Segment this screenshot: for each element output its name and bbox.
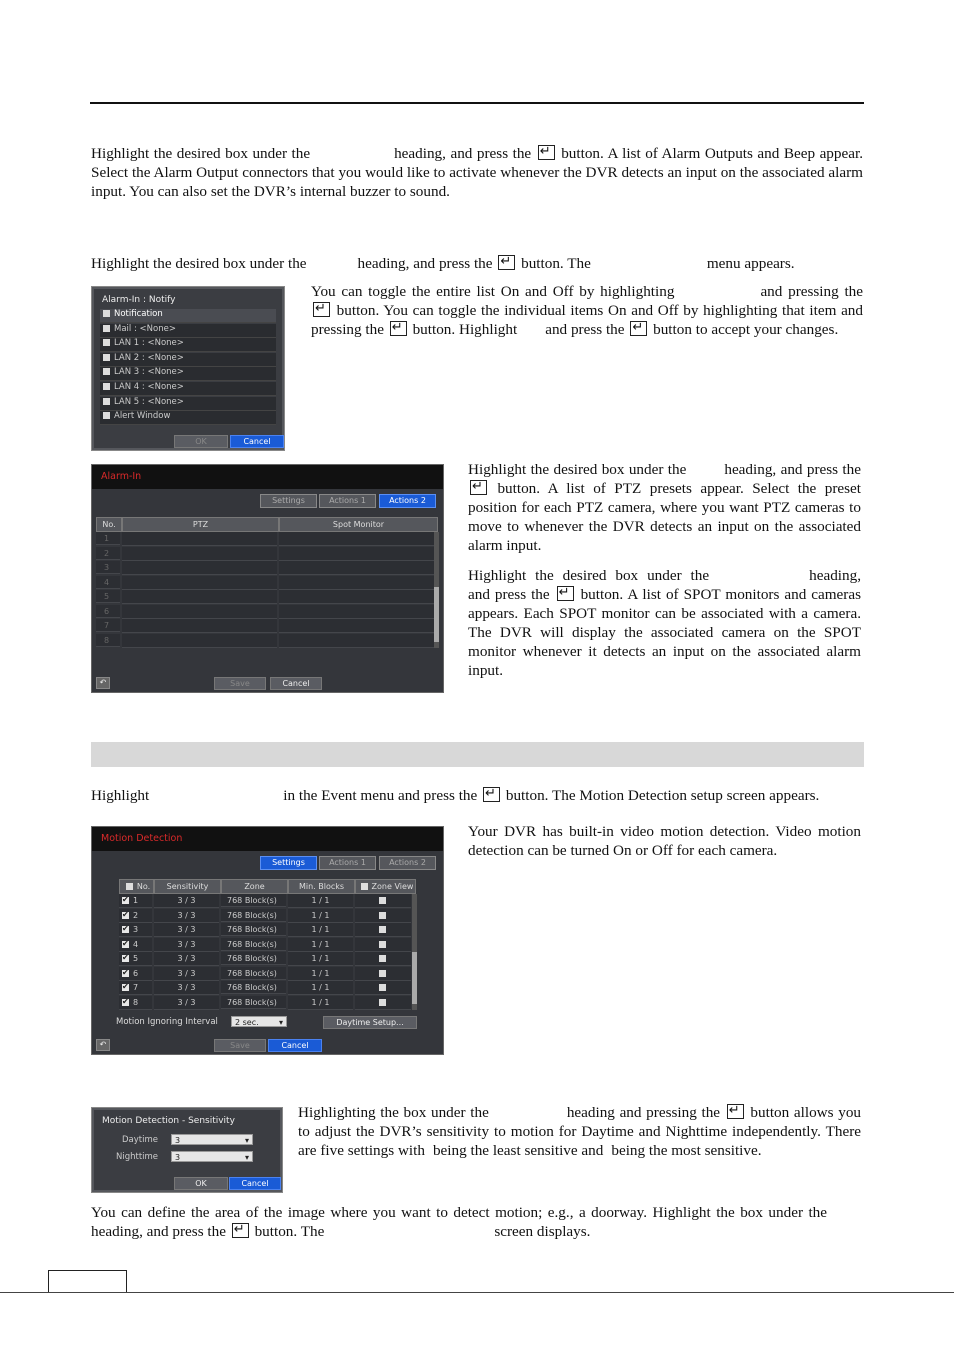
zone-view-cell[interactable] [355,909,411,923]
list-item-lan1[interactable]: LAN 1 : <None> [100,338,276,352]
ok-button[interactable]: OK [174,1177,228,1190]
daytime-label: Daytime [122,1135,158,1145]
checkbox-icon [379,941,386,948]
checkbox-icon [379,912,386,919]
sensitivity-cell[interactable]: 3 / 3 [154,894,219,908]
spot-monitor-cell[interactable] [279,605,434,619]
min-blocks-cell[interactable]: 1 / 1 [288,923,353,937]
row-number-label: 8 [133,997,139,1007]
row-number-label: 4 [133,939,139,949]
motion-row-number[interactable] [119,923,152,937]
checkbox-icon [103,412,110,419]
checkbox-icon [379,926,386,933]
ptz-cell[interactable] [122,634,277,648]
alarm-row-number: 5 [96,590,120,603]
paragraph-motion-intro: Your DVR has built-in video motion detection. Video motion detection can be turned On or Off for each camera. [468,823,861,859]
save-button[interactable]: Save [214,677,266,690]
alarm-row-number: 3 [96,561,120,574]
paragraph-spot-monitor: Highlight the desired box under the heading, and press the ↵ button. A list of SPOT monitors and cameras appears. Each SPOT monitor can be associated with a camera. The DVR will display the associated camera on the SPOT monitor whenever it detects an input on the associated alarm input. [468,566,861,680]
nighttime-label: Nighttime [116,1152,159,1162]
enter-key-icon [232,1223,249,1238]
sensitivity-cell[interactable]: 3 / 3 [154,909,219,923]
zone-cell[interactable]: 768 Block(s) [221,952,286,965]
row-number-label: 6 [133,968,139,978]
cancel-button[interactable]: Cancel [270,677,322,690]
checkbox-icon [122,984,129,991]
enter-key-icon [498,255,515,270]
zone-cell[interactable]: 768 Block(s) [221,967,286,980]
paragraph-notify: Highlight the desired box under the heading, and press the ↵ button. The menu appears. [91,254,863,273]
screen-header [92,465,443,489]
motion-ignoring-interval-label: Motion Ignoring Interval [116,1017,218,1027]
motion-detection-screen [91,826,444,1055]
daytime-setup-button[interactable]: Daytime Setup... [323,1016,417,1029]
alarm-row-number: 2 [96,547,120,560]
cancel-button[interactable]: Cancel [268,1039,322,1052]
sensitivity-cell[interactable]: 3 / 3 [154,952,219,966]
checkbox-icon [361,883,368,890]
column-header-no: No. [96,517,122,532]
motion-row-number[interactable] [119,952,152,966]
checkbox-icon [103,398,110,405]
motion-row-number[interactable] [119,909,152,923]
checkbox-icon [122,955,129,962]
motion-row-number[interactable] [119,981,152,995]
back-arrow-icon[interactable]: ↶ [96,1039,110,1051]
ptz-cell[interactable] [122,605,277,619]
alarm-row-number: 6 [96,605,120,618]
checkbox-icon [379,999,386,1006]
enter-key-icon [538,145,555,160]
row-number-label: 2 [133,910,139,920]
cancel-button[interactable]: Cancel [230,435,284,448]
enter-key-icon [630,321,647,336]
sensitivity-cell[interactable]: 3 / 3 [154,996,219,1010]
checkbox-icon [122,999,129,1006]
motion-row-number[interactable] [119,967,152,981]
motion-sensitivity-dialog [91,1107,283,1193]
checkbox-icon [379,984,386,991]
spot-monitor-cell[interactable] [279,576,434,590]
daytime-dropdown[interactable]: 3 ▾ [171,1134,253,1145]
enter-key-icon [727,1104,744,1119]
checkbox-icon [103,368,110,375]
checkbox-icon [103,325,110,332]
column-header-spot-monitor: Spot Monitor [279,517,438,532]
alarm-row-number: 7 [96,619,120,632]
ptz-cell[interactable] [122,590,277,604]
column-header-zone-view[interactable]: Zone View [355,879,416,894]
alarm-row-number: 4 [96,576,120,589]
checkbox-icon [379,955,386,962]
list-item-alert-window[interactable]: Alert Window [100,411,276,425]
zone-cell[interactable]: 768 Block(s) [221,923,286,936]
checkbox-icon [122,926,129,933]
zone-view-cell[interactable] [355,952,411,966]
section-heading-bar [91,742,864,767]
ptz-cell[interactable] [122,619,277,633]
checkbox-icon [122,970,129,977]
save-button[interactable]: Save [214,1039,266,1052]
interval-dropdown[interactable]: 2 sec. ▾ [231,1016,287,1027]
zone-view-cell[interactable] [355,894,411,908]
list-item-mail[interactable]: Mail : <None> [100,324,276,338]
ok-button[interactable]: OK [174,435,228,448]
enter-key-icon [390,321,407,336]
screen-title: Motion Detection [101,833,183,844]
spot-monitor-cell[interactable] [279,532,434,546]
list-item-lan3[interactable]: LAN 3 : <None> [100,367,276,381]
motion-row-number[interactable] [119,894,152,908]
column-header-zone: Zone [221,879,288,894]
zone-view-cell[interactable] [355,938,411,952]
scrollbar[interactable] [412,894,417,1010]
tab-actions1[interactable]: Actions 1 [319,494,376,508]
cancel-button[interactable]: Cancel [229,1177,281,1190]
ptz-cell[interactable] [122,532,277,546]
min-blocks-cell[interactable]: 1 / 1 [288,967,353,981]
tab-actions2[interactable]: Actions 2 [379,856,436,870]
enter-key-icon [313,302,330,317]
spot-monitor-cell[interactable] [279,590,434,604]
scrollbar[interactable] [434,532,439,648]
tab-settings[interactable]: Settings [260,856,317,870]
enter-key-icon [483,787,500,802]
sensitivity-cell[interactable]: 3 / 3 [154,923,219,937]
tab-settings[interactable]: Settings [260,494,317,508]
checkbox-icon [379,897,386,904]
back-arrow-icon[interactable]: ↶ [96,677,110,689]
checkbox-icon [103,339,110,346]
zone-cell[interactable]: 768 Block(s) [221,981,286,994]
checkbox-icon [122,912,129,919]
list-item-lan5[interactable]: LAN 5 : <None> [100,397,276,411]
sensitivity-cell[interactable]: 3 / 3 [154,981,219,995]
list-item-lan4[interactable]: LAN 4 : <None> [100,382,276,396]
list-item-notification[interactable]: Notification [100,309,276,323]
row-number-label: 5 [133,954,139,963]
zone-cell[interactable]: 768 Block(s) [221,938,286,951]
page-number-box [48,1270,127,1293]
alarm-row-number: 8 [96,634,120,647]
motion-row-number[interactable] [119,938,152,952]
dialog-title: Alarm-In : Notify [102,295,176,305]
paragraph-alarm-outputs: Highlight the desired box under the heading, and press the ↵ button. A list of Alarm Outputs and Beep appear. Select the Alarm Output connectors that you would like to activate whenever the DVR detects an input on the associated alarm input. You can also set the DVR’s internal buzzer to sound. [91,144,863,201]
ptz-cell[interactable] [122,561,277,575]
footer-rule [0,1292,954,1293]
row-number-label: 1 [133,896,139,905]
column-header-ptz: PTZ [122,517,279,532]
enter-key-icon [470,480,487,495]
motion-row-number[interactable] [119,996,152,1010]
min-blocks-cell[interactable]: 1 / 1 [288,996,353,1010]
enter-key-icon [557,586,574,601]
min-blocks-cell[interactable]: 1 / 1 [288,894,353,908]
ptz-cell[interactable] [122,547,277,561]
spot-monitor-cell[interactable] [279,547,434,561]
tab-actions2[interactable]: Actions 2 [379,494,436,508]
zone-view-cell[interactable] [355,981,411,995]
checkbox-icon [122,941,129,948]
min-blocks-cell[interactable]: 1 / 1 [288,981,353,995]
alarm-in-notify-dialog [91,286,285,451]
min-blocks-cell[interactable]: 1 / 1 [288,938,353,952]
zone-view-cell[interactable] [355,996,411,1010]
spot-monitor-cell[interactable] [279,634,434,648]
checkbox-icon [103,310,110,317]
checkbox-icon [122,897,129,904]
zone-cell[interactable]: 768 Block(s) [221,894,286,907]
column-header-sensitivity: Sensitivity [154,879,221,894]
dialog-title: Motion Detection - Sensitivity [102,1116,235,1126]
paragraph-zone: You can define the area of the image where you want to detect motion; e.g., a doorway. Highlight the box under theheading, and press the ↵ button. The screen displays. [91,1203,863,1241]
min-blocks-cell[interactable]: 1 / 1 [288,909,353,923]
checkbox-icon [103,354,110,361]
row-number-label: 3 [133,925,139,934]
zone-cell[interactable]: 768 Block(s) [221,909,286,922]
nighttime-dropdown[interactable]: 3 ▾ [171,1151,253,1162]
spot-monitor-cell[interactable] [279,561,434,575]
column-header-no[interactable]: No. [119,879,154,894]
zone-cell[interactable]: 768 Block(s) [221,996,286,1009]
checkbox-icon [379,970,386,977]
list-item-lan2[interactable]: LAN 2 : <None> [100,353,276,367]
alarm-in-actions2-screen [91,464,444,693]
sensitivity-cell[interactable]: 3 / 3 [154,967,219,981]
ptz-cell[interactable] [122,576,277,590]
paragraph-motion-setup: Highlight in the Event menu and press the ↵ button. The Motion Detection setup screen appears. [91,786,863,805]
screen-title: Alarm-In [101,471,142,482]
zone-view-cell[interactable] [355,967,411,981]
header-rule [90,102,864,104]
paragraph-toggle: You can toggle the entire list On and Off by highlighting and pressing the ↵ button. You can toggle the individual items On and Off by highlighting that item and pressing the ↵ button. Highlight and press the ↵ button to accept your changes. [311,282,863,339]
paragraph-ptz: Highlight the desired box under the heading, and press the ↵ button. A list of PTZ presets appear. Select the preset position for each PTZ camera, where you want PTZ cameras to move to whenever the DVR detects an input on the associated alarm input. [468,460,861,555]
tab-actions1[interactable]: Actions 1 [319,856,376,870]
spot-monitor-cell[interactable] [279,619,434,633]
zone-view-cell[interactable] [355,923,411,937]
sensitivity-cell[interactable]: 3 / 3 [154,938,219,952]
min-blocks-cell[interactable]: 1 / 1 [288,952,353,966]
checkbox-icon [103,383,110,390]
column-header-min-blocks: Min. Blocks [288,879,355,894]
row-number-label: 7 [133,983,139,992]
alarm-row-number: 1 [96,532,120,545]
paragraph-sensitivity: Highlighting the box under the heading and pressing the ↵ button allows you to adjust the DVR’s sensitivity to motion for Daytime and Nighttime independently. There are five settings with being the least sensitive and being the most sensitive. [298,1103,861,1160]
checkbox-icon [126,883,133,890]
